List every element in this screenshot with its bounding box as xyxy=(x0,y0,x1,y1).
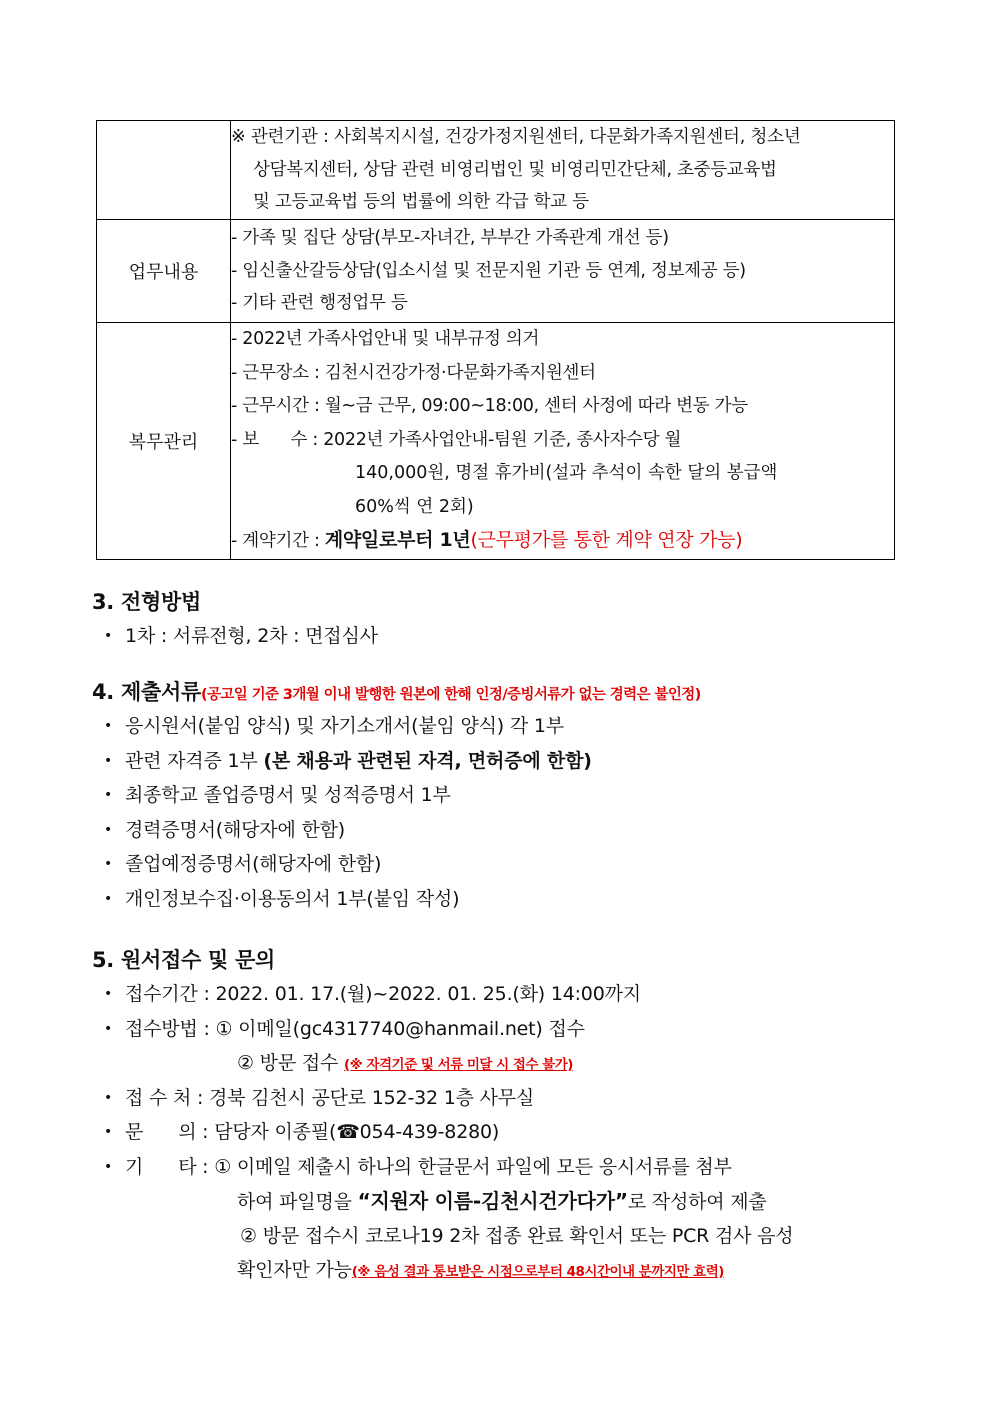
continuation-text: ② 방문 접수 xyxy=(237,1052,344,1074)
list-item xyxy=(92,709,892,744)
list-item xyxy=(92,882,892,917)
duty-line: - 가족 및 집단 상담(부모-자녀간, 부부간 가족관계 개선 등) xyxy=(231,228,669,249)
section-subtitle: (공고일 기준 3개월 이내 발행한 원본에 한해 인정/증빙서류가 없는 경력은 불인정) xyxy=(200,687,701,703)
section-title-text: 4. 제출서류 xyxy=(92,680,201,704)
pay-line: 140,000원, 명절 휴가비(설과 추석이 속한 달의 봉급액 xyxy=(355,463,778,483)
job-info-table xyxy=(96,120,895,560)
visit-note: (※ 자격기준 및 서류 미달 시 접수 불가) xyxy=(343,1057,573,1073)
list-item-text: 기 타 : ① 이메일 제출시 하나의 한글문서 파일에 모든 응시서류를 첨부 xyxy=(125,1155,732,1178)
table-row xyxy=(97,121,895,220)
list-item xyxy=(92,778,892,813)
list-item-text: 접 수 처 : 경북 김천시 공단로 152-32 1층 사무실 xyxy=(125,1086,535,1109)
contract-line xyxy=(231,524,894,559)
service-line: - 근무시간 : 월~금 근무, 09:00~18:00, 센터 사정에 따라 변동 가능 xyxy=(231,396,748,416)
duty-line: - 기타 관련 행정업무 등 xyxy=(231,293,408,314)
continuation-text: 로 작성하여 제출 xyxy=(627,1191,767,1213)
list-item-continuation xyxy=(92,1219,892,1254)
bullet-icon: • xyxy=(104,718,113,734)
contract-period: 계약일로부터 1년 xyxy=(324,529,471,551)
continuation-text: 하여 파일명을 xyxy=(237,1191,358,1213)
table-row xyxy=(97,323,895,560)
bullet-icon: • xyxy=(104,890,113,907)
bullet-icon: • xyxy=(104,1158,113,1175)
bullet-icon: • xyxy=(104,986,113,1002)
list-item-bold-text: (본 채용과 관련된 자격, 면허증에 한함) xyxy=(263,749,592,772)
section-application xyxy=(92,943,892,1288)
filename-format: “지원자 이름-김천시건가다가” xyxy=(357,1189,628,1213)
list-item-text: 응시원서(붙임 양식) 및 자기소개서(붙임 양식) 각 1부 xyxy=(125,715,564,737)
list-item-text: 1차 : 서류전형, 2차 : 면접심사 xyxy=(125,625,378,647)
list-item xyxy=(92,1115,892,1150)
bullet-icon: • xyxy=(104,1089,113,1106)
duties-content xyxy=(231,220,895,323)
pcr-note: (※ 음성 결과 통보받은 시점으로부터 48시간이내 분까지만 효력) xyxy=(351,1264,724,1280)
list-item xyxy=(92,744,892,779)
bullet-icon: • xyxy=(104,1124,113,1140)
row-label-empty xyxy=(97,121,231,220)
continuation-text: 확인자만 가능 xyxy=(237,1259,352,1281)
duty-line: - 임신출산갈등상담(입소시설 및 전문지원 기관 등 연계, 정보제공 등) xyxy=(231,260,746,281)
pay-line: 60%씩 연 2회) xyxy=(355,496,474,517)
service-line: - 근무장소 : 김천시건강가정·다문화가족지원센터 xyxy=(231,362,596,383)
list-item xyxy=(92,977,892,1012)
pay-line xyxy=(231,424,894,458)
list-item-continuation xyxy=(92,1046,892,1081)
list-item-text: 문 의 : 담당자 이종필(☎054-439-8280) xyxy=(125,1121,500,1143)
contract-extension-note: (근무평가를 통한 계약 연장 가능) xyxy=(470,529,743,551)
list-item xyxy=(92,813,892,848)
service-content xyxy=(231,323,895,560)
bullet-icon: • xyxy=(104,821,113,838)
list-item-text: 접수방법 : ① 이메일(gc4317740@hanmail.net) 접수 xyxy=(125,1017,585,1040)
pay-text: 2022년 가족사업안내-팀원 기준, 종사자수당 월 xyxy=(323,429,682,450)
list-item xyxy=(92,1081,892,1116)
section-title: 5. 원서접수 및 문의 xyxy=(92,948,275,972)
bullet-icon: • xyxy=(104,752,113,769)
continuation-text: ② 방문 접수시 코로나19 2차 접종 완료 확인서 또는 PCR 검사 음성 xyxy=(240,1224,794,1247)
list-item-text: 최종학교 졸업증명서 및 성적증명서 1부 xyxy=(125,784,451,806)
bullet-icon: • xyxy=(104,856,113,872)
list-item xyxy=(92,847,892,882)
note-line: 상담복지센터, 상담 관련 비영리법인 및 비영리민간단체, 초중등교육법 xyxy=(253,159,777,180)
note-line: ※ 관련기관 : 사회복지시설, 건강가정지원센터, 다문화가족지원센터, 청소년 xyxy=(231,127,801,148)
bullet-icon: • xyxy=(104,787,113,803)
list-item xyxy=(92,1150,892,1185)
related-institutions-note xyxy=(231,121,895,220)
section-selection-method xyxy=(92,585,892,654)
bullet-icon: • xyxy=(104,1020,113,1037)
note-line: 및 고등교육법 등의 법률에 의한 각급 학교 등 xyxy=(253,192,589,213)
list-item-continuation xyxy=(92,1184,892,1219)
service-line: - 2022년 가족사업안내 및 내부규정 의거 xyxy=(231,329,540,349)
list-item-text: 경력증명서(해당자에 한함) xyxy=(125,818,345,841)
list-item-continuation xyxy=(92,1253,892,1288)
row-label-duties: 업무내용 xyxy=(97,220,231,323)
section-title xyxy=(92,675,892,709)
section-title: 3. 전형방법 xyxy=(92,590,201,614)
row-label-service: 복무관리 xyxy=(97,323,231,560)
list-item-text: 개인정보수집·이용동의서 1부(붙임 작성) xyxy=(125,887,460,910)
bullet-icon: • xyxy=(104,628,113,644)
list-item-text: 졸업예정증명서(해당자에 한함) xyxy=(125,853,382,875)
pay-prefix: - 보 수 : xyxy=(231,429,324,450)
table-row xyxy=(97,220,895,323)
contract-prefix: - 계약기간 : xyxy=(231,531,325,551)
section-documents xyxy=(92,675,892,916)
list-item-text: 접수기간 : 2022. 01. 17.(월)~2022. 01. 25.(화) 14:00까지 xyxy=(125,983,641,1005)
list-item xyxy=(92,1012,892,1047)
list-item xyxy=(92,619,892,654)
list-item-text: 관련 자격증 1부 xyxy=(125,749,264,772)
